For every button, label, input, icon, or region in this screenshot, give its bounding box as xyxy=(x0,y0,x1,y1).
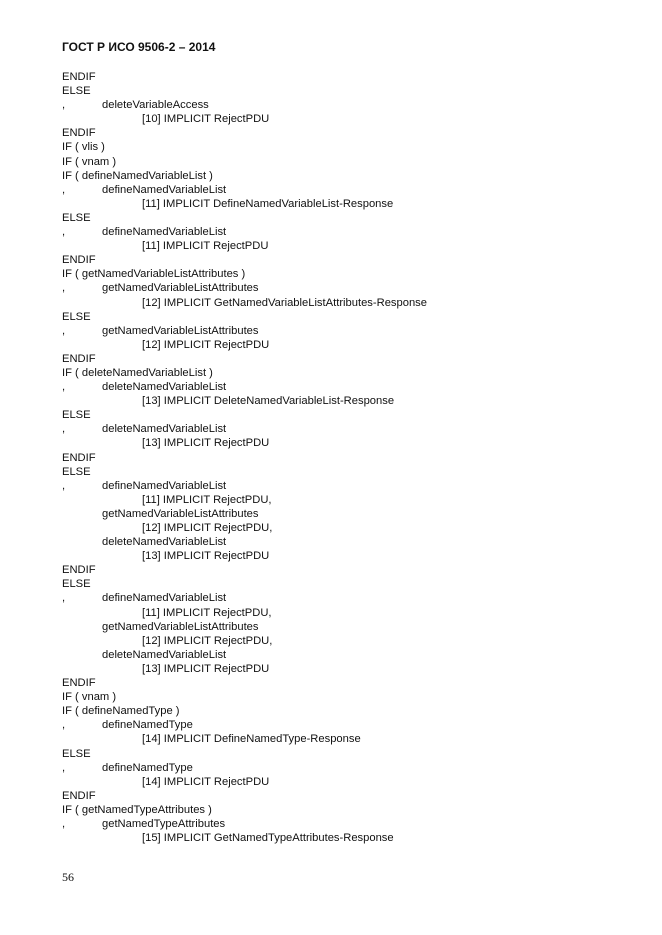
code-line-text: [13] IMPLICIT RejectPDU xyxy=(142,550,270,563)
code-line xyxy=(62,507,642,521)
code-line xyxy=(62,140,642,154)
code-line xyxy=(62,324,642,338)
code-line xyxy=(62,112,642,126)
code-line xyxy=(62,718,642,732)
code-line-text: deleteNamedVariableList xyxy=(102,536,227,549)
code-line-text: defineNamedType xyxy=(102,719,193,732)
code-line xyxy=(62,789,642,803)
code-line-text: [10] IMPLICIT RejectPDU xyxy=(142,113,270,126)
code-line-text: ELSE xyxy=(62,747,91,760)
code-line xyxy=(62,676,642,690)
code-line xyxy=(62,577,642,591)
code-line xyxy=(62,732,642,746)
code-line xyxy=(62,338,642,352)
code-line xyxy=(62,803,642,817)
code-line xyxy=(62,662,642,676)
code-line xyxy=(62,704,642,718)
code-line xyxy=(62,535,642,549)
code-line-text: [14] IMPLICIT DefineNamedType-Response xyxy=(142,733,361,746)
code-line xyxy=(62,479,642,493)
code-line-text: ENDIF xyxy=(62,789,96,802)
code-line-comma: , xyxy=(62,761,66,774)
code-line-text: [12] IMPLICIT RejectPDU xyxy=(142,338,270,351)
code-line-text: getNamedTypeAttributes xyxy=(102,817,226,830)
code-line xyxy=(62,831,642,845)
code-line-text: ENDIF xyxy=(62,254,96,267)
code-line-text: defineNamedType xyxy=(102,761,193,774)
code-line-text: IF ( deleteNamedVariableList ) xyxy=(62,366,213,379)
code-line-text: IF ( vnam ) xyxy=(62,691,117,704)
code-line-text: IF ( vlis ) xyxy=(62,141,105,154)
code-line xyxy=(62,648,642,662)
code-line xyxy=(62,521,642,535)
code-line-text: getNamedVariableListAttributes xyxy=(102,282,259,295)
code-line xyxy=(62,84,642,98)
code-line-text: [13] IMPLICIT DeleteNamedVariableList-Response xyxy=(142,395,395,408)
code-line-text: ELSE xyxy=(62,85,91,98)
code-line xyxy=(62,155,642,169)
code-line-text: [11] IMPLICIT RejectPDU xyxy=(142,240,269,253)
code-line-text: defineNamedVariableList xyxy=(102,479,227,492)
code-line-text: IF ( vnam ) xyxy=(62,155,117,168)
code-line-text: defineNamedVariableList xyxy=(102,183,227,196)
code-line xyxy=(62,620,642,634)
code-line xyxy=(62,493,642,507)
code-line xyxy=(62,225,642,239)
code-line-comma: , xyxy=(62,183,66,196)
code-line-text: IF ( defineNamedType ) xyxy=(62,705,180,718)
code-line xyxy=(62,352,642,366)
code-line-text: IF ( getNamedTypeAttributes ) xyxy=(62,803,212,816)
code-line-text: [13] IMPLICIT RejectPDU xyxy=(142,662,270,675)
code-line-text: defineNamedVariableList xyxy=(102,592,227,605)
code-line-text: defineNamedVariableList xyxy=(102,226,227,239)
code-line xyxy=(62,606,642,620)
code-line-comma: , xyxy=(62,817,66,830)
page-number: 56 xyxy=(62,870,74,884)
code-line-comma: , xyxy=(62,324,66,337)
code-line xyxy=(62,197,642,211)
code-line xyxy=(62,761,642,775)
code-line-text: ELSE xyxy=(62,465,91,478)
code-line-text: deleteVariableAccess xyxy=(102,99,209,112)
code-line-comma: , xyxy=(62,282,66,295)
code-line xyxy=(62,310,642,324)
code-line xyxy=(62,239,642,253)
code-line-text: getNamedVariableListAttributes xyxy=(102,324,259,337)
code-line-text: ENDIF xyxy=(62,451,96,464)
code-line-comma: , xyxy=(62,99,66,112)
code-line xyxy=(62,296,642,310)
code-line xyxy=(62,775,642,789)
code-line xyxy=(62,253,642,267)
code-line-text: ENDIF xyxy=(62,352,96,365)
code-line-comma: , xyxy=(62,381,66,394)
code-line-comma: , xyxy=(62,719,66,732)
code-line-comma: , xyxy=(62,423,66,436)
code-line-text: deleteNamedVariableList xyxy=(102,423,227,436)
code-line xyxy=(62,267,642,281)
code-line-text: deleteNamedVariableList xyxy=(102,381,227,394)
code-line-comma: , xyxy=(62,479,66,492)
code-line xyxy=(62,634,642,648)
code-line-text: ENDIF xyxy=(62,564,96,577)
page-header-title: ГОСТ Р ИСО 9506-2 – 2014 xyxy=(62,40,216,54)
code-line xyxy=(62,394,642,408)
code-line-text: [12] IMPLICIT RejectPDU, xyxy=(142,522,273,534)
code-line xyxy=(62,380,642,394)
code-line-text: ENDIF xyxy=(62,71,96,83)
code-line xyxy=(62,549,642,563)
code-line-text: ENDIF xyxy=(62,677,96,690)
code-line xyxy=(62,98,642,112)
code-line xyxy=(62,211,642,225)
code-line-text: ELSE xyxy=(62,409,91,422)
code-line-text: IF ( defineNamedVariableList ) xyxy=(62,169,213,182)
code-line-text: [13] IMPLICIT RejectPDU xyxy=(142,437,270,450)
code-line-text: IF ( getNamedVariableListAttributes ) xyxy=(62,268,246,281)
code-line-text: getNamedVariableListAttributes xyxy=(102,507,259,520)
code-line-text: getNamedVariableListAttributes xyxy=(102,620,259,633)
code-line xyxy=(62,465,642,479)
code-line-text: ELSE xyxy=(62,310,91,323)
code-line xyxy=(62,183,642,197)
code-line xyxy=(62,169,642,183)
asn1-code-block xyxy=(62,70,642,845)
code-line-text: [15] IMPLICIT GetNamedTypeAttributes-Response xyxy=(142,832,394,845)
code-line-text: [11] IMPLICIT RejectPDU, xyxy=(142,606,272,619)
code-line xyxy=(62,436,642,450)
code-line-comma: , xyxy=(62,226,66,239)
code-line-text: ELSE xyxy=(62,578,91,591)
code-line xyxy=(62,817,642,831)
code-line-text: ELSE xyxy=(62,211,91,224)
code-line-text: [11] IMPLICIT RejectPDU, xyxy=(142,493,272,506)
code-line xyxy=(62,366,642,380)
code-line-text: ENDIF xyxy=(62,127,96,140)
code-line-text: deleteNamedVariableList xyxy=(102,648,227,661)
code-line xyxy=(62,70,642,84)
code-line xyxy=(62,451,642,465)
code-line xyxy=(62,408,642,422)
code-line xyxy=(62,690,642,704)
code-line xyxy=(62,563,642,577)
code-line-text: [12] IMPLICIT GetNamedVariableListAttributes-Response xyxy=(142,296,427,309)
code-line-text: [14] IMPLICIT RejectPDU xyxy=(142,775,270,788)
code-line xyxy=(62,126,642,140)
code-line xyxy=(62,591,642,605)
code-line-text: [12] IMPLICIT RejectPDU, xyxy=(142,634,273,647)
code-line xyxy=(62,422,642,436)
code-line-text: [11] IMPLICIT DefineNamedVariableList-Response xyxy=(142,197,394,210)
code-line xyxy=(62,747,642,761)
code-line xyxy=(62,281,642,295)
code-line-comma: , xyxy=(62,592,66,605)
